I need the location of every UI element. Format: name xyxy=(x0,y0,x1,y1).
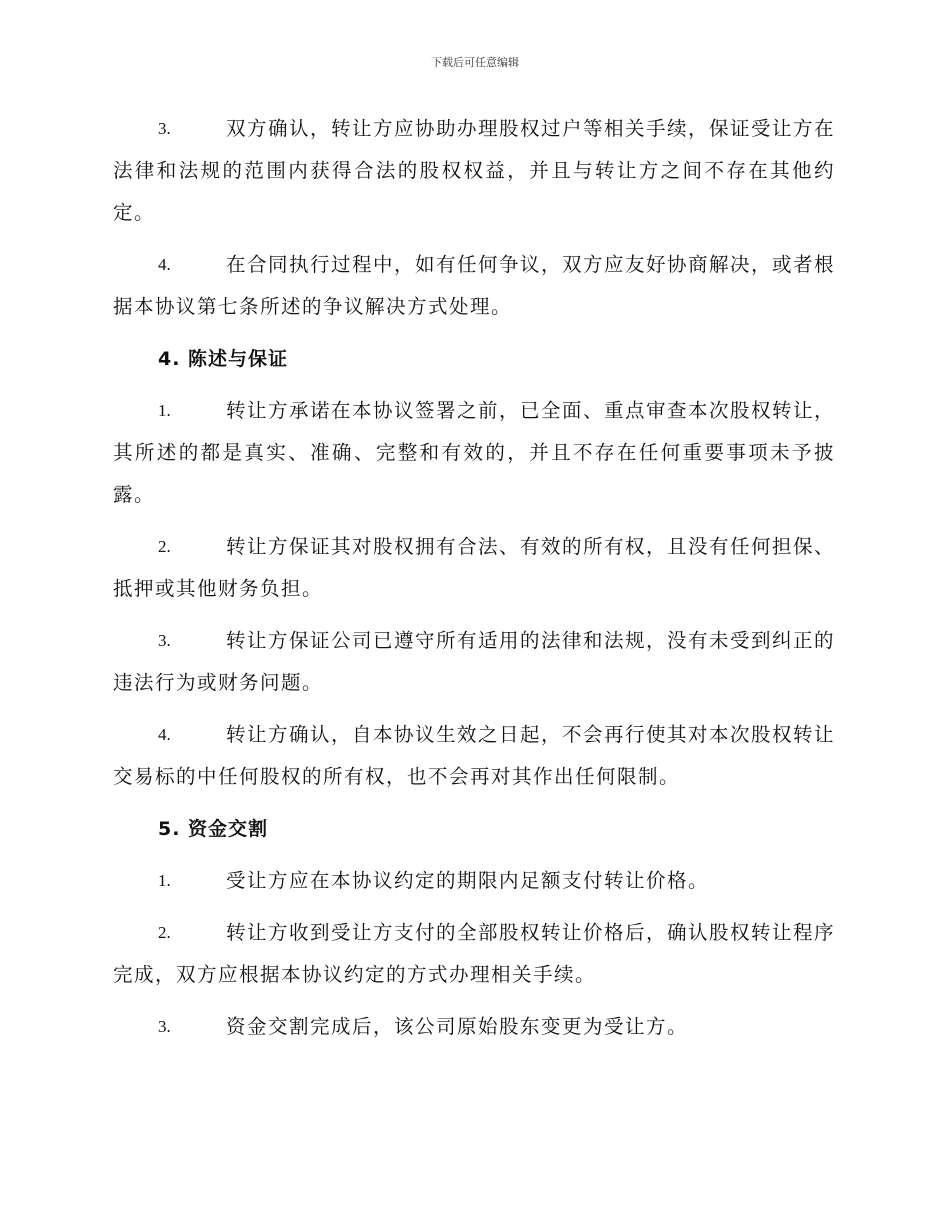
section5-item-2 xyxy=(113,912,835,996)
item-text: 资金交割完成后，该公司原始股东变更为受让方。 xyxy=(226,1015,689,1038)
page-header: 下载后可任意编辑 xyxy=(431,56,519,69)
clause-number: 4. xyxy=(158,255,171,274)
section5-item-1 xyxy=(113,860,835,902)
section-heading-fund-settlement: 5. 资金交割 xyxy=(158,818,269,840)
section5-item-3 xyxy=(113,1006,835,1048)
item-number: 3. xyxy=(158,631,171,650)
item-number: 2. xyxy=(158,537,171,556)
section-heading-representations: 4. 陈述与保证 xyxy=(158,348,289,370)
section4-item-1 xyxy=(113,390,835,516)
section4-item-3 xyxy=(113,620,835,704)
section4-item-4 xyxy=(113,714,835,798)
item-number: 4. xyxy=(158,725,171,744)
item-number: 1. xyxy=(158,871,171,890)
clause-number: 3. xyxy=(158,119,171,138)
item-text: 转让方保证公司已遵守所有适用的法律和法规，没有未受到纠正的违法行为或财务问题。 xyxy=(113,629,836,694)
item-text: 转让方保证其对股权拥有合法、有效的所有权，且没有任何担保、抵押或其他财务负担。 xyxy=(113,535,836,600)
clause-text: 双方确认，转让方应协助办理股权过户等相关手续，保证受让方在法律和法规的范围内获得合法的股权权益，并且与转让方之间不存在其他约定。 xyxy=(113,117,836,224)
item-number: 1. xyxy=(158,401,171,420)
item-text: 转让方确认，自本协议生效之日起，不会再行使其对本次股权转让交易标的中任何股权的所有权，也不会再对其作出任何限制。 xyxy=(113,723,836,788)
clause-3 xyxy=(113,108,835,234)
item-number: 3. xyxy=(158,1017,171,1036)
clause-text: 在合同执行过程中，如有任何争议，双方应友好协商解决，或者根据本协议第七条所述的争议解决方式处理。 xyxy=(113,253,836,318)
item-text: 受让方应在本协议约定的期限内足额支付转让价格。 xyxy=(226,869,710,892)
clause-4 xyxy=(113,244,835,328)
document-body xyxy=(113,108,835,1058)
section4-item-2 xyxy=(113,526,835,610)
item-text: 转让方承诺在本协议签署之前，已全面、重点审查本次股权转让，其所述的都是真实、准确、完整和有效的，并且不存在任何重要事项未予披露。 xyxy=(113,399,836,506)
item-number: 2. xyxy=(158,923,171,942)
item-text: 转让方收到受让方支付的全部股权转让价格后，确认股权转让程序完成，双方应根据本协议约定的方式办理相关手续。 xyxy=(113,921,836,986)
